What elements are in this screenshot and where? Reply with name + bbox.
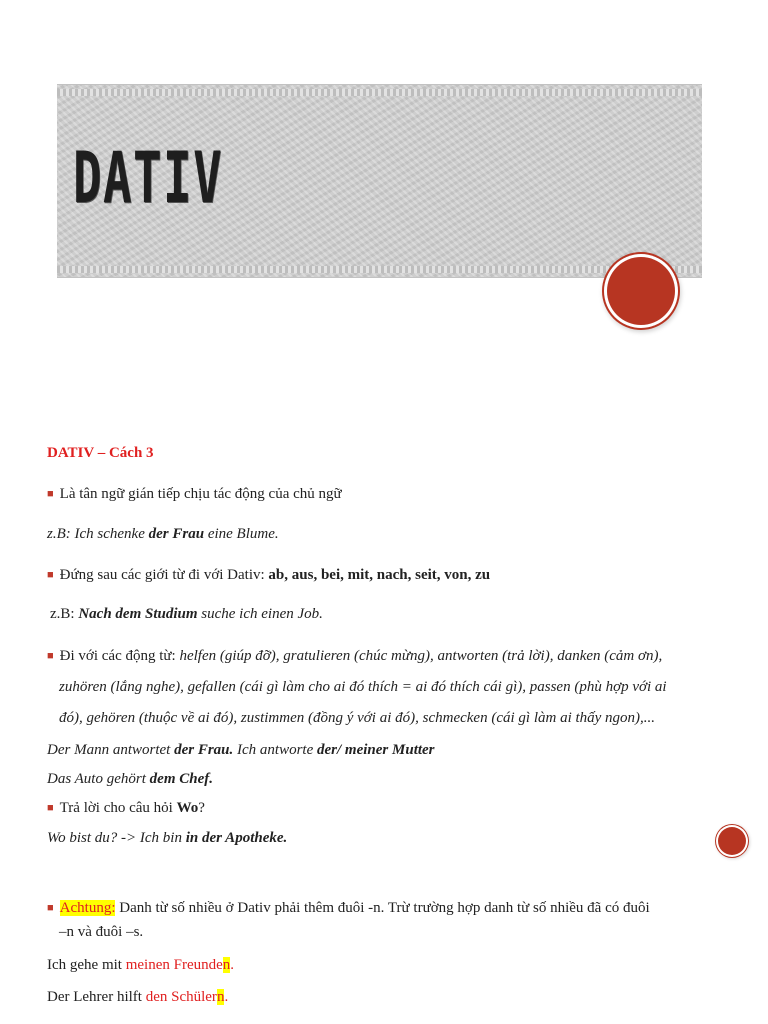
bullet-achtung [47,898,650,919]
bullet-text: Trả lời cho câu hỏi [59,800,177,816]
bullet-icon: ■ [47,902,54,914]
example-line [47,955,234,975]
bullet-icon: ■ [47,802,54,814]
decorative-circle [718,827,746,855]
example-bold: in der Apotheke. [185,830,288,846]
example-text: Ich gehe mit [47,957,126,973]
bullet-prepositions [47,565,490,586]
bullet-text: Là tân ngữ gián tiếp chịu tác động của chủ ngữ [59,486,342,502]
question-word: Wo [176,800,199,816]
bullet-icon: ■ [47,650,54,662]
example-line [47,769,213,789]
example-text: Der Mann antwortet [47,742,175,758]
bullet-text: Đứng sau các giới từ đi với Dativ: [59,567,269,583]
example-text: z.B: Ich schenke [47,526,149,542]
example-text: Der Lehrer hilft [47,989,146,1005]
achtung-label: Achtung: [59,900,116,916]
example-bold: der Frau. [174,742,234,758]
bullet-icon: ■ [47,488,54,500]
verb-list: helfen (giúp đỡ), gratulieren (chúc mừng), antworten (trả lời), danken (cảm ơn), [179,648,663,664]
verb-list-continued: đó), gehören (thuộc về ai đó), zustimmen (đồng ý với ai đó), schmecken (cái gì làm ai thấy ngon),... [59,710,656,726]
bullet-verbs [47,646,662,667]
example-text: Das Auto gehört [47,771,150,787]
bullet-icon: ■ [47,569,54,581]
example-bold: der Frau [148,526,205,542]
decorative-circle [607,257,675,325]
example-text: eine Blume. [204,526,279,542]
bullet-text: Danh từ số nhiều ở Dativ phải thêm đuôi -n. Trừ trường hợp danh từ số nhiều đã có đuôi [115,900,650,916]
bullet-text-continued: –n và đuôi –s. [59,924,144,940]
example-text: Wo bist du? -> Ich bin [47,830,186,846]
example-red: den Schüler [145,989,217,1005]
verb-list-continued: zuhören (lắng nghe), gefallen (cái gì làm cho ai đó thích = ai đó thích cái gì), passen (phù hợp với ai [59,679,667,695]
example-text: Ich antworte [233,742,318,758]
bullet-text: ? [198,800,205,816]
title-banner [57,84,702,278]
section-heading: DATIV – Cách 3 [47,445,154,461]
example-line [47,740,435,760]
example-bold: Nach dem Studium [78,606,198,622]
example-text: suche ich einen Job. [197,606,323,622]
example-text: . [224,989,229,1005]
example-bold: dem Chef. [149,771,213,787]
title-slide [0,0,768,400]
slide-title: DATIV [73,137,224,219]
prepositions-list: ab, aus, bei, mit, nach, seit, von, zu [268,567,491,583]
example-line [47,828,287,848]
bullet-question-wo [47,798,205,819]
example-red: meinen Freunde [125,957,223,973]
example-line [47,524,279,544]
example-text: z.B: [50,606,79,622]
bullet-text: Đi với các động từ: [59,648,180,664]
example-bold: der/ meiner Mutter [317,742,435,758]
highlighted-ending: n [216,989,225,1005]
example-line [50,604,323,624]
example-line [47,987,228,1007]
example-text: . [230,957,235,973]
bullet-indirect-object [47,484,342,505]
highlighted-ending: n [222,957,231,973]
